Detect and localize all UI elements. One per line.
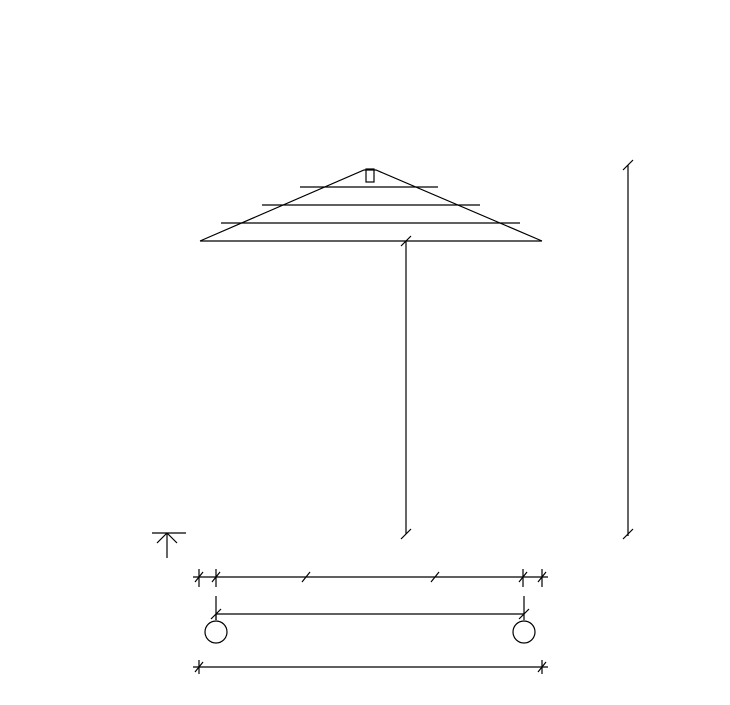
- axis-span-dimension: [211, 596, 529, 620]
- door-height-dimension: [401, 236, 411, 539]
- gable-roof: [200, 169, 542, 241]
- section-marker: [152, 533, 186, 558]
- axis-marker-a: [205, 614, 227, 643]
- ridge-block: [366, 169, 374, 182]
- axis-marker-b: [513, 621, 535, 643]
- total-height-dimension: [623, 160, 633, 539]
- width-dimension-row: [193, 569, 548, 587]
- overall-width-dimension: [193, 660, 548, 674]
